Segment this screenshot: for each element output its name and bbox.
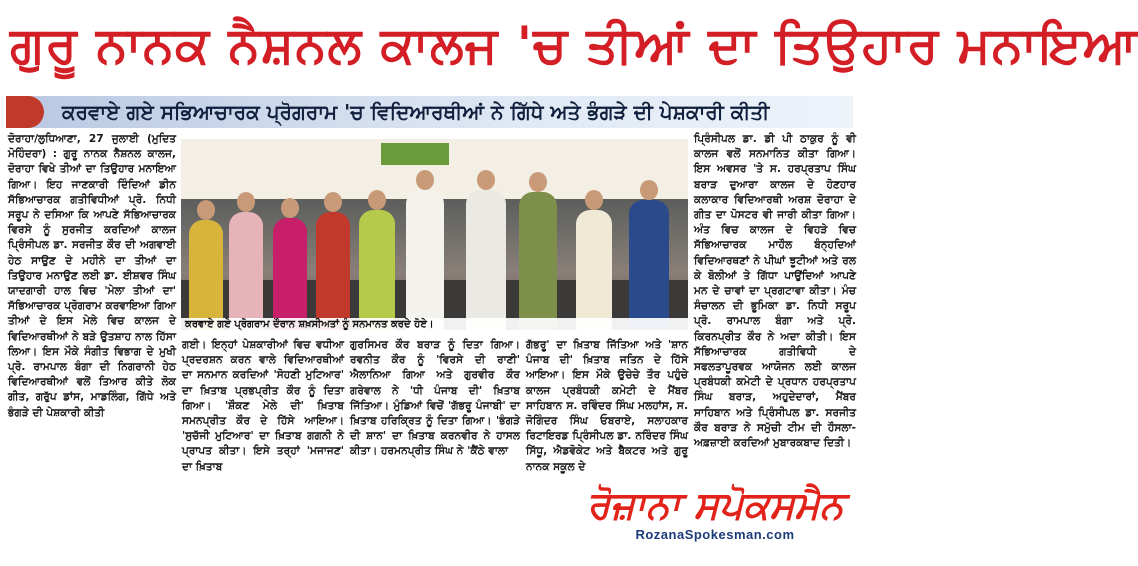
event-photo <box>181 139 688 330</box>
subheadline: ਕਰਵਾਏ ਗਏ ਸਭਿਆਚਾਰਕ ਪ੍ਰੋਗਰਾਮ 'ਚ ਵਿਦਿਆਰਥੀਆਂ ਨੇ ਗਿੱਧੇ ਅਤੇ ਭੰਗੜੇ ਦੀ ਪੇਸ਼ਕਾਰੀ ਕੀਤੀ <box>62 100 770 124</box>
photo-person <box>466 190 506 330</box>
photo-banner <box>381 143 449 165</box>
column-text: ਪ੍ਰਿੰਸੀਪਲ ਡਾ. ਡੀ ਪੀ ਠਾਕੁਰ ਨੂੰ ਵੀ ਕਾਲਜ ਵਲੋਂ ਸਨਮਾਨਿਤ ਕੀਤਾ ਗਿਆ। ਇਸ ਅਵਸਰ 'ਤੇ ਸ. ਹਰਪ੍ਰਤਾਪ ਸਿੰਘ ਬਰਾੜ ਦੁਆਰਾ ਕਾਲਜ ਦੇ ਹੋਣਹਾਰ ਕਲਾਕਾਰ ਵਿਦਿਆਰਥੀ ਅਰਸ਼ ਦੋਰਾਹਾ ਦੇ ਗੀਤ ਦਾ ਪੋਸਟਰ ਵੀ ਜਾਰੀ ਕੀਤਾ ਗਿਆ। ਅੰਤ ਵਿਚ ਕਾਲਜ ਦੇ ਵਿਹੜੇ ਵਿਚ ਸੱਭਿਆਚਾਰਕ ਮਾਹੌਲ ਬੰਨ੍ਹਦਿਆਂ ਵਿਦਿਆਰਥਣਾਂ ਨੇ ਪੀਘਾਂ ਝੂਟੀਆਂ ਅਤੇ ਰਲ ਕੇ ਬੋਲੀਆਂ ਤੇ ਗਿੱਧਾ ਪਾਉਂਦਿਆਂ ਆਪਣੇ ਮਨ ਦੇ ਚਾਵਾਂ ਦਾ ਪ੍ਰਗਟਾਵਾ ਕੀਤਾ। ਮੰਚ ਸੰਚਾਲਨ ਦੀ ਭੂਮਿਕਾ ਡਾ. ਨਿਧੀ ਸਰੂਪ ਪ੍ਰੋ. ਰਾਮਪਾਲ ਬੰਗਾ ਅਤੇ ਪ੍ਰੋ. ਕਿਰਨਪ੍ਰੀਤ ਕੌਰ ਨੇ ਅਦਾ ਕੀਤੀ। ਇਸ ਸੱਭਿਆਚਾਰਕ ਗਤੀਵਿਧੀ ਦੇ ਸਫਲਤਾਪੂਰਵਕ ਆਯੋਜਨ ਲਈ ਕਾਲਜ ਪ੍ਰਬੰਧਕੀ ਕਮੇਟੀ ਦੇ ਪ੍ਰਧਾਨ ਹਰਪ੍ਰਤਾਪ ਸਿੰਘ ਬਰਾੜ, ਅਹੁਦੇਦਾਰਾਂ, ਮੈਂਬਰ ਸਾਹਿਬਾਨ ਅਤੇ ਪ੍ਰਿੰਸੀਪਲ ਡਾ. ਸਰਜੀਤ ਕੌਰ ਬਰਾੜ ਨੇ ਸਮੁੱਚੀ ਟੀਮ ਦੀ ਹੌਸਲਾ-ਅਫ਼ਜ਼ਾਈ ਕਰਦਿਆਂ ਮੁਬਾਰਕਬਾਦ ਦਿਤੀ। <box>694 133 856 450</box>
article-column-2 <box>182 338 344 473</box>
photo-person <box>406 190 444 330</box>
photo-person <box>576 210 612 330</box>
photo-person <box>519 192 557 330</box>
column-text: ਦੋਰਾਹਾ/ਲੁਧਿਆਣਾ, 27 ਜੁਲਾਈ (ਮੁਦਿਤ ਮੋਹਿੰਦਰਾ) : ਗੁਰੂ ਨਾਨਕ ਨੈਸ਼ਨਲ ਕਾਲਜ, ਦੋਰਾਹਾ ਵਿਖੇ ਤੀਆਂ ਦਾ ਤਿਉਹਾਰ ਮਨਾਇਆ ਗਿਆ। ਇਹ ਜਾਣਕਾਰੀ ਦਿੰਦਿਆਂ ਡੀਨ ਸੱਭਿਆਚਾਰਕ ਗਤੀਵਿਧੀਆਂ ਪ੍ਰੋ. ਨਿਧੀ ਸਰੂਪ ਨੇ ਦਸਿਆ ਕਿ ਆਪਣੇ ਸੱਭਿਆਚਾਰਕ ਵਿਰਸੇ ਨੂੰ ਸੁਰਜੀਤ ਕਰਦਿਆਂ ਕਾਲਜ ਪ੍ਰਿੰਸੀਪਲ ਡਾ. ਸਰਜੀਤ ਕੌਰ ਦੀ ਅਗਵਾਈ ਹੇਠ ਸਾਉਣ ਦੇ ਮਹੀਨੇ ਦਾ ਤੀਆਂ ਦਾ ਤਿਉਹਾਰ ਮਨਾਉਣ ਲਈ ਡਾ. ਈਸ਼ਵਰ ਸਿੰਘ ਯਾਦਗਾਰੀ ਹਾਲ ਵਿਚ 'ਮੇਲਾ ਤੀਆਂ ਦਾ' ਸੱਭਿਆਚਾਰਕ ਪ੍ਰੋਗਰਾਮ ਕਰਵਾਇਆ ਗਿਆ ਤੀਆਂ ਦੇ ਇਸ ਮੇਲੇ ਵਿਚ ਕਾਲਜ ਦੇ ਵਿਦਿਆਰਥੀਆਂ ਨੇ ਬੜੇ ਉਤਸ਼ਾਹ ਨਾਲ ਹਿੱਸਾ ਲਿਆ। ਇਸ ਮੌਕੇ ਸੰਗੀਤ ਵਿਭਾਗ ਦੇ ਮੁਖੀ ਪ੍ਰੋ. ਰਾਮਪਾਲ ਬੰਗਾ ਦੀ ਨਿਗਰਾਨੀ ਹੇਠ ਵਿਦਿਆਰਥੀਆਂ ਵਲੋਂ ਤਿਆਰ ਕੀਤੇ ਲੋਕ ਗੀਤ, ਗਰੁੱਪ ਡਾਂਸ, ਮਾਡਲਿੰਗ, ਗਿੱਧੇ ਅਤੇ ਭੰਗੜੇ ਦੀ ਪੇਸ਼ਕਾਰੀ ਕੀਤੀ <box>8 133 176 419</box>
photo-person <box>629 200 669 330</box>
column-text: ਗਈ। ਇਨ੍ਹਾਂ ਪੇਸ਼ਕਾਰੀਆਂ ਵਿਚ ਵਧੀਆ ਪ੍ਰਦਰਸ਼ਨ ਕਰਨ ਵਾਲੇ ਵਿਦਿਆਰਥੀਆਂ ਦਾ ਸਨਮਾਨ ਕਰਦਿਆਂ 'ਸੋਹਣੀ ਮੁਟਿਆਰ' ਦਾ ਖ਼ਿਤਾਬ ਪ੍ਰਭਪ੍ਰੀਤ ਕੌਰ ਨੂੰ ਦਿਤਾ ਗਿਆ। 'ਸ਼ੌਕਣ ਮੇਲੇ ਦੀ' ਖ਼ਿਤਾਬ ਸਮਨਪ੍ਰੀਤ ਕੌਰ ਦੇ ਹਿੱਸੇ ਆਇਆ। 'ਸੁਚੱਜੀ ਮੁਟਿਆਰ' ਦਾ ਖ਼ਿਤਾਬ ਗਗਨੀ ਨੇ ਪ੍ਰਾਪਤ ਕੀਤਾ। ਇਸੇ ਤਰ੍ਹਾਂ 'ਮਜਾਜਣ' ਦਾ ਖ਼ਿਤਾਬ <box>182 339 344 473</box>
photo-person <box>189 220 223 330</box>
photo-person <box>229 212 263 330</box>
article-column-4 <box>526 338 688 473</box>
article-column-1 <box>8 132 176 468</box>
website-link[interactable]: RozanaSpokesman.com <box>635 527 795 542</box>
article-column-5 <box>694 132 856 468</box>
newspaper-masthead: ਰੋਜ਼ਾਨਾ ਸਪੋਕਸਮੈਨ <box>586 482 844 527</box>
article-column-3 <box>350 338 520 468</box>
column-text: ਗੱਭਰੂ' ਦਾ ਖ਼ਿਤਾਬ ਜਿੱਤਿਆ ਅਤੇ 'ਸ਼ਾਨ ਪੰਜਾਬ ਦੀ' ਖ਼ਿਤਾਬ ਜਤਿਨ ਦੇ ਹਿੱਸੇ ਆਇਆ। ਇਸ ਮੌਕੇ ਉਚੇਚੇ ਤੌਰ ਪਹੁੰਚੇ ਕਾਲਜ ਪ੍ਰਬੰਧਕੀ ਕਮੇਟੀ ਦੇ ਮੈਂਬਰ ਸਾਹਿਬਾਨ ਸ. ਰਵਿੰਦਰ ਸਿੰਘ ਮਲਹਾਂਸ, ਸ. ਜੋਗਿੰਦਰ ਸਿੰਘ ਓਬਰਾਏ, ਸਲਾਹਕਾਰ ਰਿਟਾਇਰਡ ਪ੍ਰਿੰਸੀਪਲ ਡਾ. ਨਰਿੰਦਰ ਸਿੰਘ ਸਿੱਧੂ, ਐਡਵੋਕੇਟ ਅਤੇ ਬੈਕਟਰ ਅਤੇ ਗੁਰੂ ਨਾਨਕ ਸਕੂਲ ਦੇ <box>526 339 688 473</box>
headline: ਗੁਰੂ ਨਾਨਕ ਨੈਸ਼ਨਲ ਕਾਲਜ 'ਚ ਤੀਆਂ ਦਾ ਤਿਉਹਾਰ ਮਨਾਇਆ <box>10 16 1138 74</box>
bullet-marker <box>6 96 44 128</box>
subheadline-bar <box>6 96 853 128</box>
photo-person <box>273 218 307 330</box>
column-text: ਗੁਰਸਿਮਰ ਕੌਰ ਬਰਾੜ ਨੂੰ ਦਿਤਾ ਗਿਆ। ਰਵਨੀਤ ਕੌਰ ਨੂੰ 'ਵਿਰਸੇ ਦੀ ਰਾਣੀ' ਐਲਾਨਿਆ ਗਿਆ ਅਤੇ ਗੁਰਵੀਰ ਕੌਰ ਗਰੇਵਾਲ ਨੇ 'ਧੀ ਪੰਜਾਬ ਦੀ' ਖ਼ਿਤਾਬ ਜਿੱਤਿਆ। ਮੁੰਡਿਆਂ ਵਿਚੋਂ 'ਗੱਭਰੂ ਪੰਜਾਬੀ' ਦਾ ਖ਼ਿਤਾਬ ਹਰਿਕ੍ਰਿਤ ਨੂੰ ਦਿਤਾ ਗਿਆ। 'ਭੰਗੜੇ ਦੀ ਸ਼ਾਨ' ਦਾ ਖ਼ਿਤਾਬ ਕਰਨਵੀਰ ਨੇ ਹਾਸਲ ਕੀਤਾ। ਹਰਮਨਪ੍ਰੀਤ ਸਿੰਘ ਨੇ 'ਕੈਂਠੇ ਵਾਲਾ <box>350 339 520 458</box>
photo-caption: ਕਰਵਾਏ ਗਏ ਪ੍ਰੋਗਰਾਮ ਦੌਰਾਨ ਸ਼ਖ਼ਸੀਅਤਾਂ ਨੂੰ ਸਨਮਾਨਤ ਕਰਦੇ ਹੋਏ। <box>181 318 688 332</box>
photo-person <box>316 212 350 330</box>
photo-person <box>359 210 395 330</box>
